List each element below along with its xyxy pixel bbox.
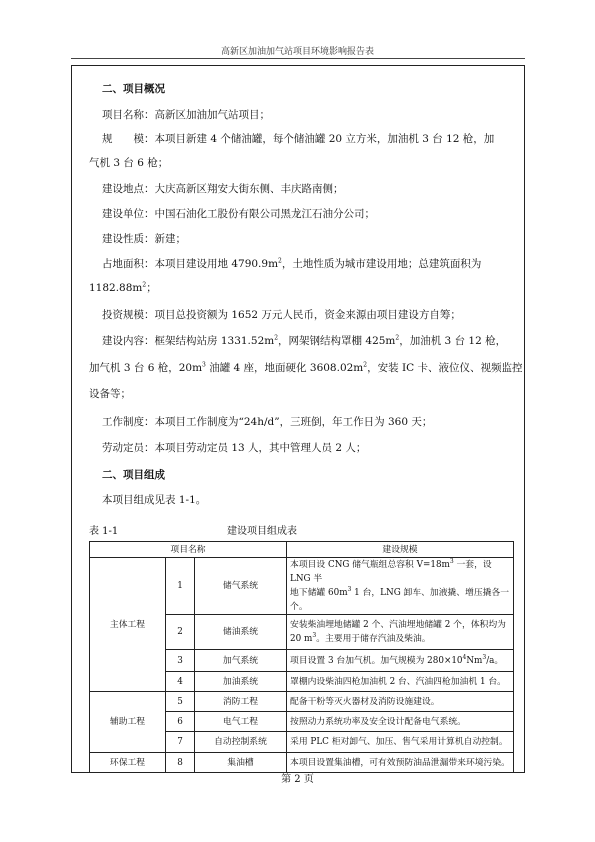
project-content (102, 335, 506, 348)
table-title: 建设项目组成表 (227, 526, 297, 537)
page-number: 第 2 页 (281, 774, 314, 785)
desc-sup: 4 (462, 653, 467, 661)
project-content-cont (89, 362, 522, 375)
row-no: 5 (166, 692, 195, 712)
header-rule (71, 58, 525, 59)
scale-label: 规 模： (102, 133, 155, 145)
section-heading-composition: 二、项目组成 (102, 469, 165, 481)
content-sup-b: 2 (395, 334, 400, 342)
desc-part: 1 台，LNG 卸车、加液撬、增压撬各一个。 (290, 588, 510, 612)
project-name (102, 109, 270, 122)
col-header-name: 项目名称 (90, 542, 287, 558)
project-area-cont (89, 282, 157, 295)
scale-text-1: 本项目新建 4 个储油罐，每个储油罐 20 立方米，加油机 3 台 12 枪，加 (154, 133, 495, 145)
row-item: 储油系统 (195, 615, 287, 650)
row-no: 8 (166, 753, 195, 773)
area-text-c: 1182.88m (89, 282, 143, 294)
page-header: 高新区加油加气站项目环境影响报告表 (220, 47, 374, 57)
area-text-a: 占地面积：本项目建设用地 4790.9m (102, 258, 279, 270)
row-item: 电气工程 (195, 712, 287, 732)
section-heading-overview: 二、项目概况 (102, 83, 165, 95)
project-scale (102, 133, 494, 146)
row-desc: 采用 PLC 柜对卸气、加压、售气采用计算机自动控制。 (287, 732, 514, 753)
row-item: 自动控制系统 (195, 732, 287, 753)
desc-sup: 3 (347, 586, 352, 594)
row-item: 储气系统 (195, 558, 287, 615)
content-sup-a: 2 (274, 334, 279, 342)
desc-sup: 3 (449, 558, 454, 566)
project-nature: 建设性质：新建； (102, 233, 186, 245)
row-item: 集油槽 (195, 753, 287, 773)
desc-part: 本项目设 CNG 储气瓶组总容积 V=18m (290, 560, 450, 570)
desc-part: /a。 (486, 655, 504, 666)
group-env: 环保工程 (90, 753, 166, 773)
row-no: 1 (166, 558, 195, 615)
table-label: 表 1-1 (89, 526, 119, 537)
content-text-b: ，网架钢结构罩棚 425m (278, 335, 396, 347)
row-item: 消防工程 (195, 692, 287, 712)
row-no: 2 (166, 615, 195, 650)
desc-part: Nm (466, 655, 483, 666)
row-no: 7 (166, 732, 195, 753)
group-main: 主体工程 (90, 558, 166, 692)
row-no: 3 (166, 650, 195, 672)
desc-part: 20 m (290, 634, 313, 644)
project-scale-cont: 气机 3 台 6 枪； (89, 157, 169, 169)
row-desc: 本项目设置集油槽，可有效预防油品泄漏带来环境污染。 (287, 753, 514, 773)
desc-part: 一套，设 LNG 半 (290, 560, 492, 584)
row-desc (287, 615, 514, 650)
content-text-c: ，加油机 3 台 12 枪， (399, 335, 507, 347)
composition-intro: 本项目组成见表 1-1。 (102, 494, 207, 506)
row-no: 6 (166, 712, 195, 732)
row-desc (287, 650, 514, 672)
content-text-f: ，安装 IC 卡、液位仪、视频监控 (367, 362, 523, 374)
row-desc: 按照动力系统功率及安全设计配备电气系统。 (287, 712, 514, 732)
project-name-value: 高新区加油加气站项目； (154, 109, 270, 121)
content-text-e: 油罐 4 座，地面硬化 3608.02m (205, 362, 364, 374)
project-staff: 劳动定员：本项目劳动定员 13 人，其中管理人员 2 人； (102, 442, 367, 454)
row-desc (287, 558, 514, 615)
row-item: 加气系统 (195, 650, 287, 672)
project-location: 建设地点：大庆高新区翔安大街东侧、丰庆路南侧； (102, 183, 344, 195)
area-text-b: ，土地性质为城市建设用地；总建筑面积为 (281, 258, 482, 270)
table-header-row (90, 542, 514, 558)
area-sup-b: 2 (142, 281, 147, 289)
group-aux: 辅助工程 (90, 692, 166, 753)
project-investment: 投资规模：项目总投资额为 1652 万元人民币，资金来源由项目建设方自筹； (102, 309, 461, 321)
desc-part: 。主要用于储存汽油及柴油。 (316, 634, 431, 644)
row-desc: 配备干粉等灭火器材及消防设施建设。 (287, 692, 514, 712)
row-item: 加油系统 (195, 672, 287, 692)
desc-part: 地下储罐 60m (290, 588, 348, 598)
project-unit: 建设单位：中国石油化工股份有限公司黑龙江石油分公司； (102, 208, 375, 220)
composition-table (89, 541, 514, 773)
project-area (102, 258, 481, 271)
table-row (90, 558, 514, 615)
row-no: 4 (166, 672, 195, 692)
project-workday: 工作制度：本项目工作制度为“24h/d”，三班倒，年工作日为 360 天； (102, 416, 433, 428)
project-content-cont2: 设备等； (89, 388, 131, 400)
desc-sup: 3 (312, 632, 317, 640)
desc-part: 安装柴油埋地储罐 2 个、汽油埋地储罐 2 个，体积均为 (290, 620, 506, 630)
project-name-label: 项目名称： (102, 109, 155, 121)
col-header-scale: 建设规模 (287, 542, 514, 558)
desc-part: 项目设置 3 台加气机。加气规模为 280×10 (290, 655, 463, 666)
row-desc: 罩棚内设柴油四枪加油机 2 台、汽油四枪加油机 1 台。 (287, 672, 514, 692)
content-text-a: 建设内容：框架结构站房 1331.52m (102, 335, 275, 347)
desc-sup: 3 (482, 653, 487, 661)
area-text-end: ； (146, 282, 157, 294)
content-sup-d: 2 (363, 361, 368, 369)
table-row (90, 692, 514, 712)
content-sup-c: 3 (202, 361, 206, 369)
content-text-d: 加气机 3 台 6 枪，20m (89, 362, 203, 374)
area-sup-a: 2 (278, 257, 282, 265)
